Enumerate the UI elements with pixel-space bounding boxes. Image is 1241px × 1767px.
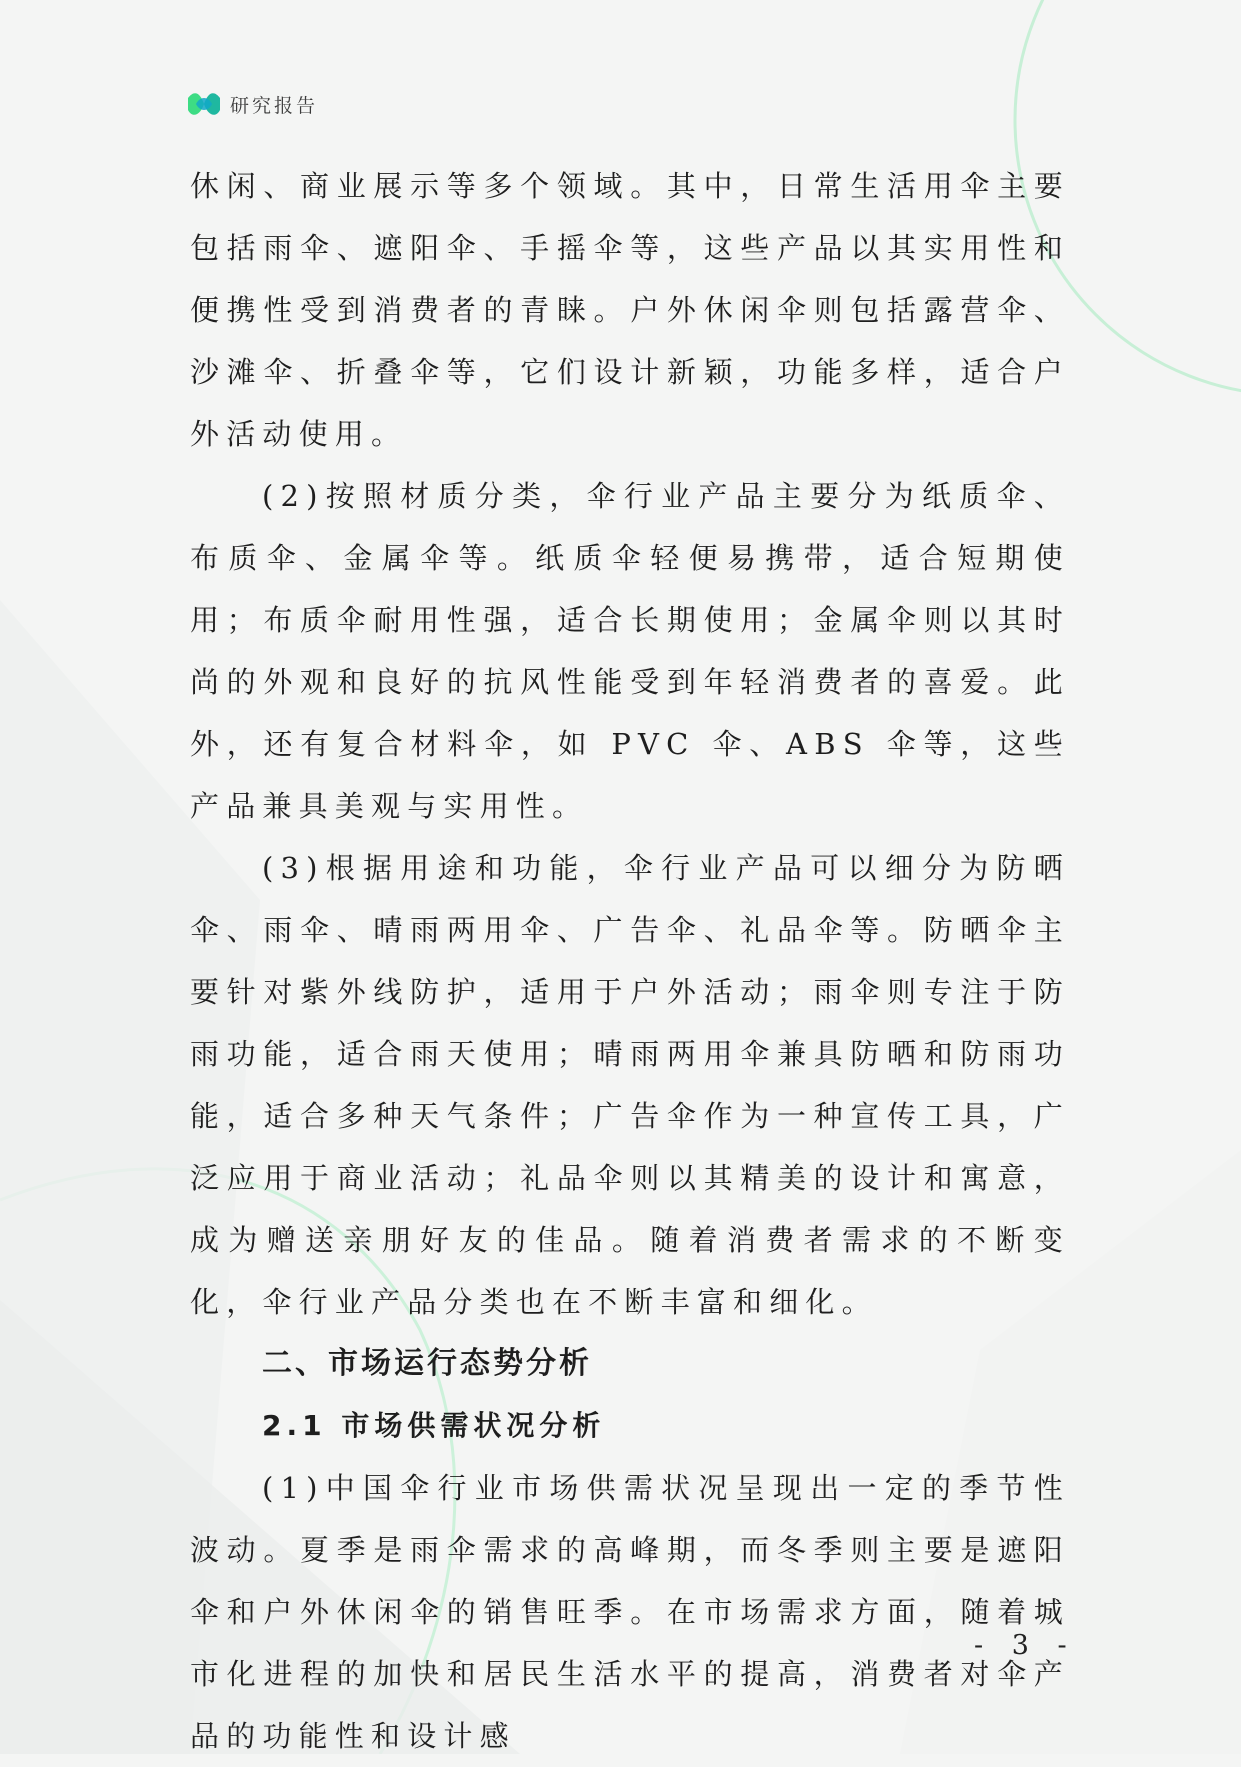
page-number: - 3 -	[974, 1630, 1077, 1661]
document-body	[190, 155, 1070, 1767]
paragraph: (2)按照材质分类，伞行业产品主要分为纸质伞、布质伞、金属伞等。纸质伞轻便易携带，适合短期使用；布质伞耐用性强，适合长期使用；金属伞则以其时尚的外观和良好的抗风性能受到年轻消费者的喜爱。此外，还有复合材料伞，如 PVC 伞、ABS 伞等，这些产品兼具美观与实用性。	[190, 479, 1070, 823]
subsection-heading: 2.1 市场供需状况分析	[262, 1409, 606, 1442]
paragraph: (3)根据用途和功能，伞行业产品可以细分为防晒伞、雨伞、晴雨两用伞、广告伞、礼品伞等。防晒伞主要针对紫外线防护，适用于户外活动；雨伞则专注于防雨功能，适合雨天使用；晴雨两用伞兼具防晒和防雨功能，适合多种天气条件；广告伞作为一种宣传工具，广泛应用于商业活动；礼品伞则以其精美的设计和寓意，成为赠送亲朋好友的佳品。随着消费者需求的不断变化，伞行业产品分类也在不断丰富和细化。	[190, 851, 1070, 1319]
report-header	[186, 88, 318, 120]
paragraph: (1)中国伞行业市场供需状况呈现出一定的季节性波动。夏季是雨伞需求的高峰期，而冬季则主要是遮阳伞和户外休闲伞的销售旺季。在市场需求方面，随着城市化进程的加快和居民生活水平的提高，消费者对伞产品的功能性和设计感	[190, 1471, 1070, 1753]
brand-logo-icon	[186, 88, 222, 120]
paragraph: 休闲、商业展示等多个领域。其中，日常生活用伞主要包括雨伞、遮阳伞、手摇伞等，这些产品以其实用性和便携性受到消费者的青睐。户外休闲伞则包括露营伞、沙滩伞、折叠伞等，它们设计新颖，功能多样，适合户外活动使用。	[190, 169, 1070, 451]
header-title: 研究报告	[230, 94, 319, 117]
section-heading: 二、市场运行态势分析	[262, 1346, 592, 1381]
